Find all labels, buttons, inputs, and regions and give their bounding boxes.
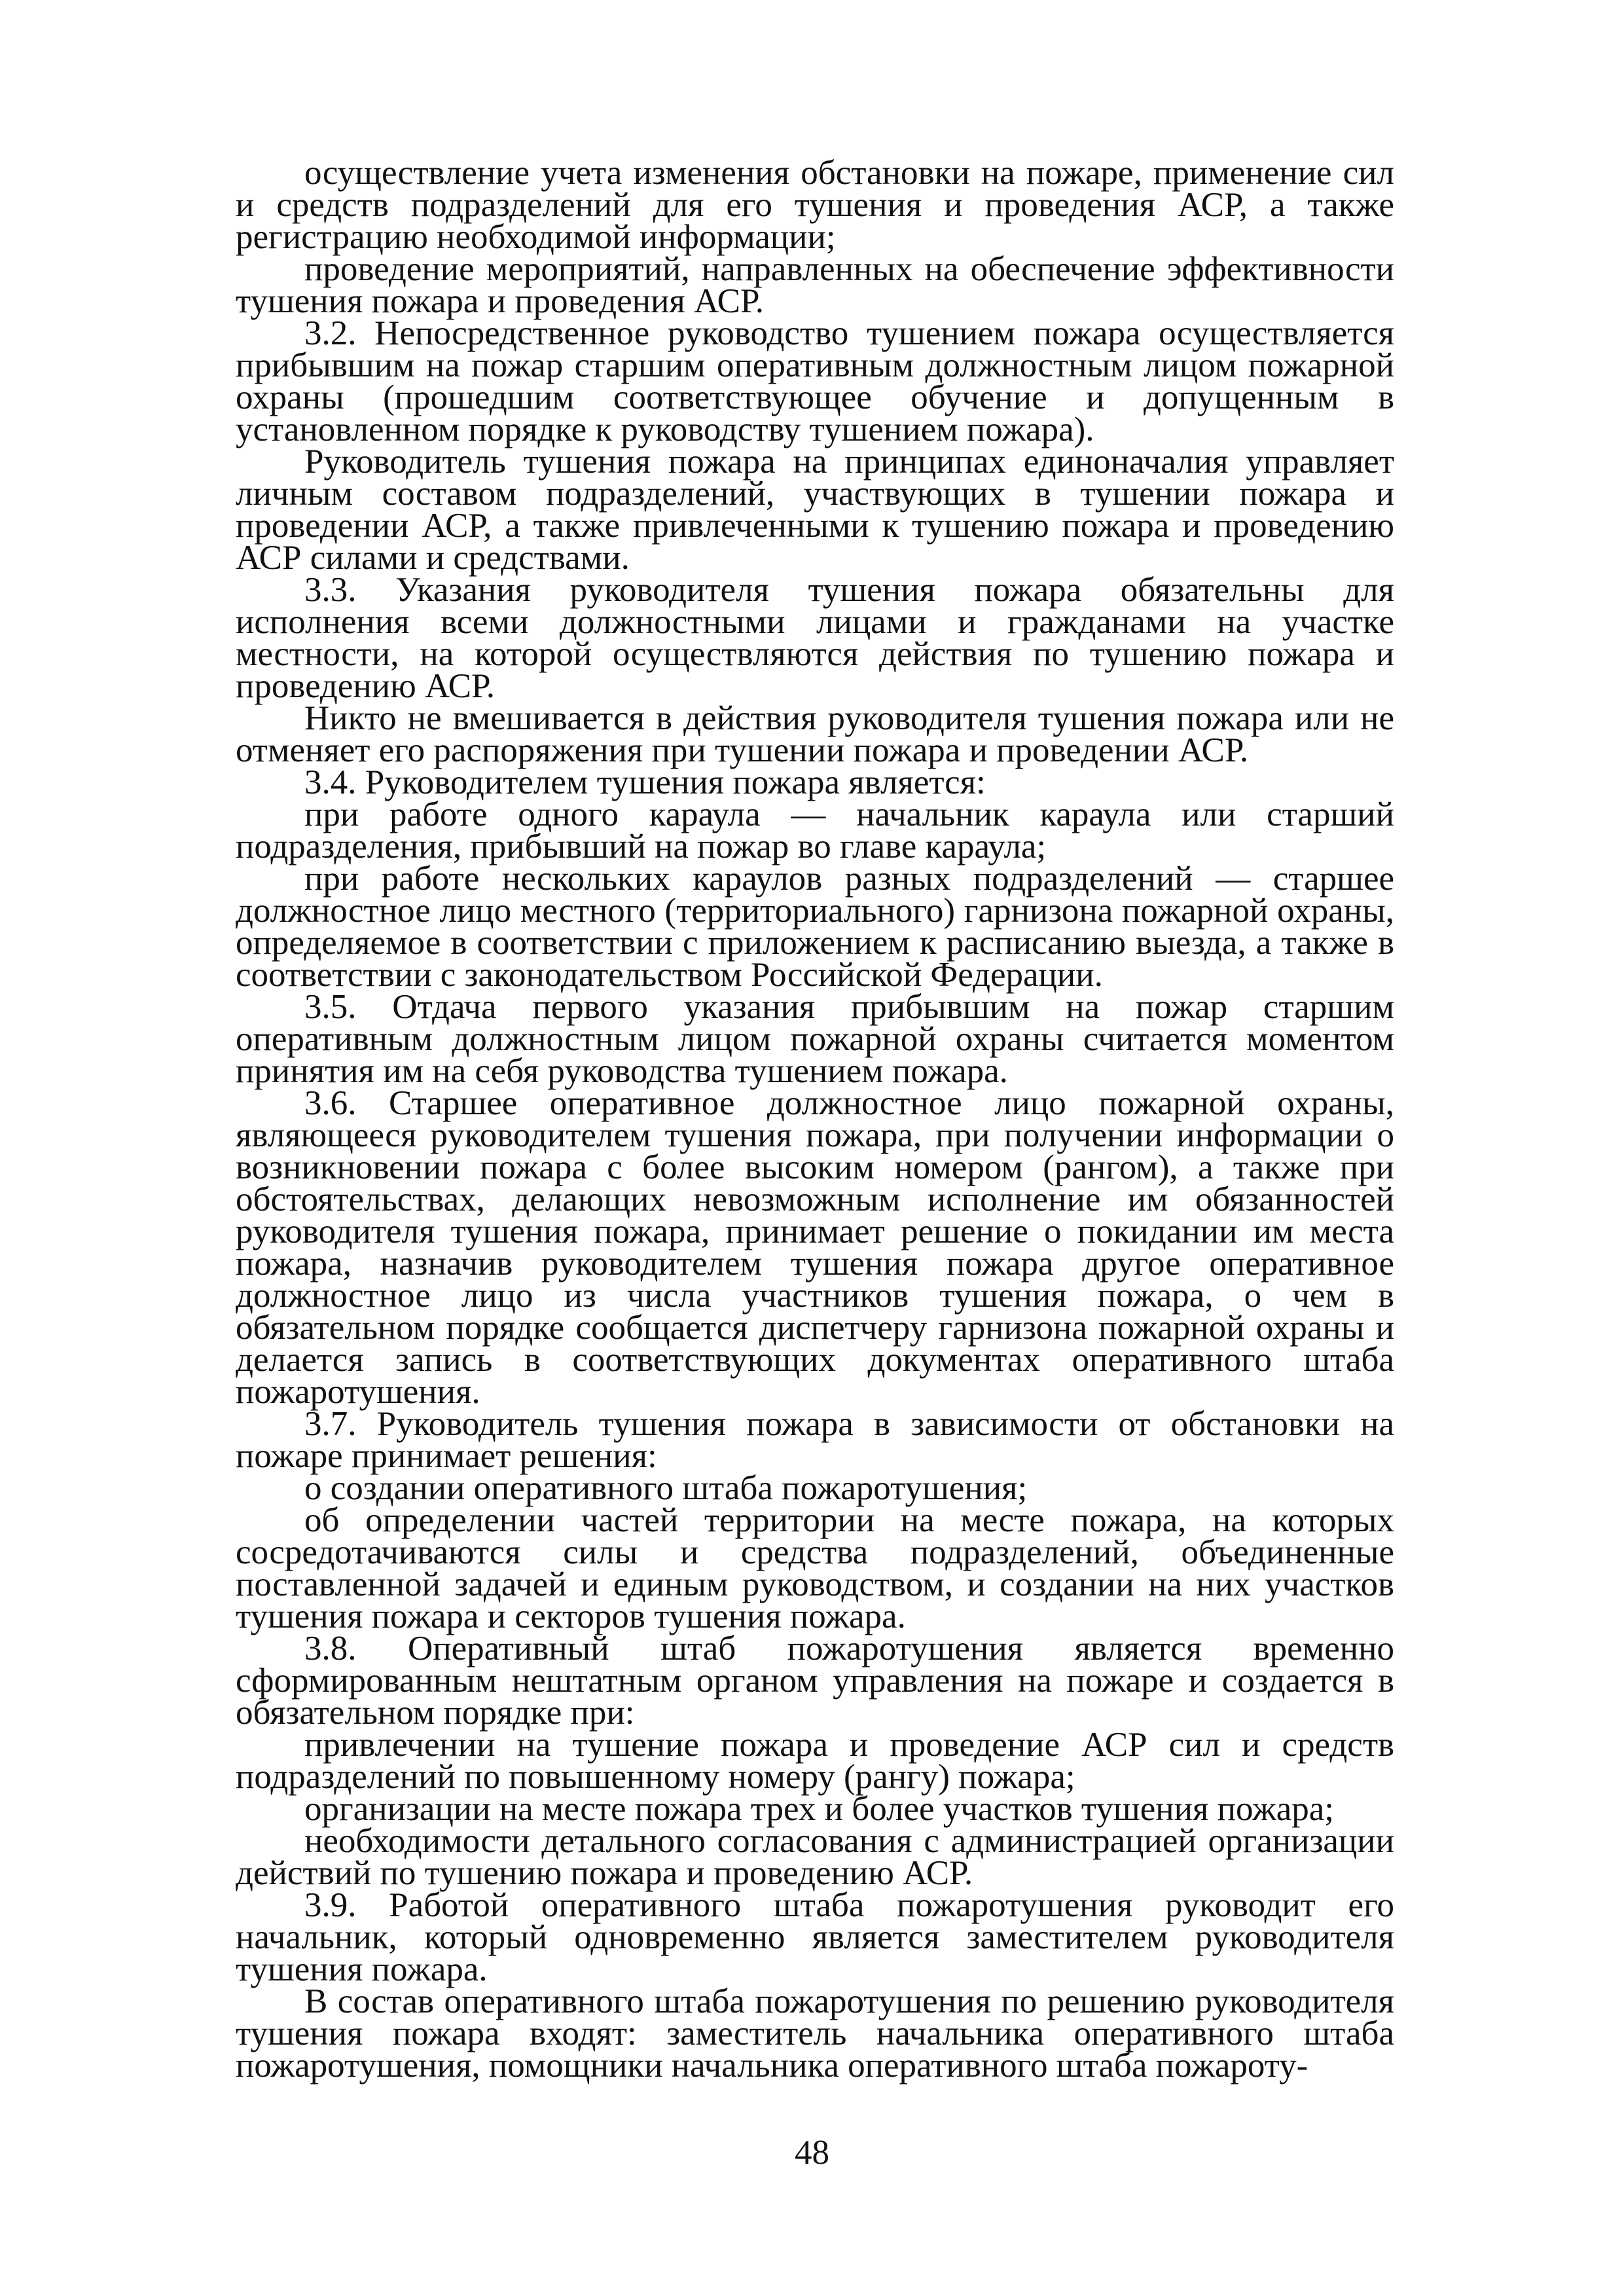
paragraph-16: привлечении на тушение пожара и проведение АСР сил и средств подразделений по повышенному номеру (рангу) пожара; [236, 1726, 1394, 1796]
paragraph-4: Руководитель тушения пожара на принципах единоначалия управляет личным составом подразделений, участвующих в тушении пожара и проведении АСР, а также привлеченными к тушению пожара и проведению АСР силами и средствами. [236, 443, 1394, 577]
paragraph-1: осуществление учета изменения обстановки на пожаре, применение сил и средств подразделений для его тушения и проведения АСР, а также регистрацию необходимой информации; [236, 154, 1394, 256]
paragraph-12: 3.7. Руководитель тушения пожара в зависимости от обстановки на пожаре принимает решения: [236, 1405, 1394, 1475]
paragraph-18: необходимости детального согласования с администрацией организации действий по тушению пожара и проведению АСР. [236, 1822, 1394, 1892]
paragraph-8: при работе одного караула — начальник караула или старший подразделения, прибывший на пожар во главе караула; [236, 795, 1394, 866]
paragraph-9: при работе нескольких караулов разных подразделений — старшее должностное лицо местного (территориального) гарнизона пожарной охраны, определяемое в соответствии с приложением к расписанию выезда, а также в соответствии с законодательством Российской Федерации. [236, 860, 1394, 994]
paragraph-13: о создании оперативного штаба пожаротушения; [304, 1469, 1028, 1507]
paragraph-19: 3.9. Работой оперативного штаба пожаротушения руководит его начальник, который одновременно является заместителем руководителя тушения пожара. [236, 1886, 1394, 1988]
paragraph-6: Никто не вмешивается в действия руководителя тушения пожара или не отменяет его распоряжения при тушении пожара и проведении АСР. [236, 699, 1394, 769]
paragraph-5: 3.3. Указания руководителя тушения пожара обязательны для исполнения всеми должностными лицами и гражданами на участке местности, на которой осуществляются действия по тушению пожара и проведению АСР. [236, 571, 1394, 705]
paragraph-2: проведение мероприятий, направленных на обеспечение эффективности тушения пожара и проведения АСР. [236, 250, 1394, 320]
paragraph-10: 3.5. Отдача первого указания прибывшим на пожар старшим оперативным должностным лицом пожарной охраны считается моментом принятия им на себя руководства тушением пожара. [236, 988, 1394, 1090]
document-page [236, 154, 1394, 2085]
paragraph-14: об определении частей территории на месте пожара, на которых сосредотачиваются силы и средства подразделений, объединенные поставленной задачей и единым руководством, и создании на них участков тушения пожара и секторов тушения пожара. [236, 1501, 1394, 1635]
paragraph-15: 3.8. Оперативный штаб пожаротушения является временно сформированным нештатным органом управления на пожаре и создается в обязательном порядке при: [236, 1630, 1394, 1732]
paragraph-7: 3.4. Руководителем тушения пожара является: [304, 763, 986, 801]
paragraph-17: организации на месте пожара трех и более участков тушения пожара; [304, 1790, 1335, 1828]
paragraph-11: 3.6. Старшее оперативное должностное лицо пожарной охраны, являющееся руководителем тушения пожара, при получении информации о возникновении пожара с более высоким номером (рангом), а также при обстоятельствах, делающих невозможным исполнение им обязанностей руководителя тушения пожара, принимает решение о покидании им места пожара, назначив руководителем тушения пожара другое оперативное должностное лицо из числа участников тушения пожара, о чем в обязательном порядке сообщается диспетчеру гарнизона пожарной охраны и делается запись в соответствующих документах оперативного штаба пожаротушения. [236, 1084, 1394, 1411]
paragraph-3: 3.2. Непосредственное руководство тушением пожара осуществляется прибывшим на пожар старшим оперативным должностным лицом пожарной охраны (прошедшим соответствующее обучение и допущенным в установленном порядке к руководству тушением пожара). [236, 314, 1394, 448]
paragraph-20: В состав оперативного штаба пожаротушения по решению руководителя тушения пожара входят: заместитель начальника оперативного штаба пожаротушения, помощники начальника оперативного штаба пожароту- [236, 1982, 1394, 2085]
page-number: 48 [795, 2134, 829, 2172]
